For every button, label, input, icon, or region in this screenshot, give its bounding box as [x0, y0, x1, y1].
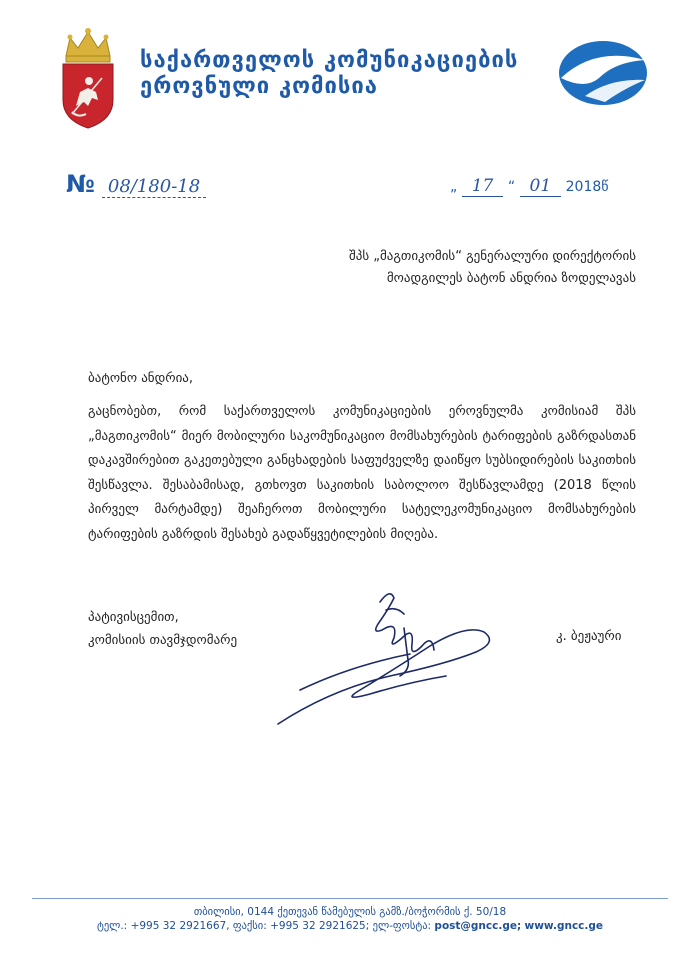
signer-title: კომისიის თავმჯდომარე [88, 633, 238, 648]
footer [0, 905, 700, 933]
closing-block [88, 606, 237, 652]
date-day: 17 [462, 176, 504, 197]
greeting: ბატონო ანდრია, [88, 371, 194, 386]
footer-phone-label: ტელ.: [96, 920, 128, 932]
letter-number-value: 08/180-18 [102, 176, 206, 198]
date-month: 01 [520, 176, 562, 197]
footer-website: www.gncc.ge [524, 920, 604, 932]
date-close-quote: “ [507, 179, 516, 195]
letter-date [450, 176, 609, 197]
footer-phone: +995 32 2921667, [130, 920, 230, 932]
footer-divider [32, 898, 668, 899]
closing-salutation: პატივისცემით, [88, 610, 179, 625]
date-year: 2018წ [565, 179, 609, 195]
footer-fax-label: ფაქსი: [232, 920, 267, 932]
gncc-logo-icon [555, 38, 650, 108]
signer-name: კ. ბეჟაური [556, 629, 622, 644]
footer-contacts [0, 919, 700, 933]
letter-number [66, 170, 206, 198]
footer-email: post@gncc.ge; [434, 920, 522, 932]
date-open-quote: „ [450, 179, 458, 195]
addressee-block [349, 246, 636, 290]
footer-address: თბილისი, 0144 ქეთევან წამებულის გამზ./ბოჭორმის ქ. 50/18 [193, 906, 507, 918]
letter-body: გაცნობებთ, რომ საქართველოს კომუნიკაციების ეროვნულმა კომისიამ შპს „მაგთიკომის“ მიერ მობილური საკომუნიკაციო მომსახურების ტარიფების გაზრდასთან დაკავშირებით გაკეთებული განცხადების საფუძველზე დაიწყო სუბსიდირების საკითხის შესწავლა. შესაბამისად, გთხოვთ საკითხის საბოლოო შესწავლამდე (2018 წლის პირველ მარტამდე) შეაჩეროთ მობილური სატელეკომუნიკაციო მომსახურების ტარიფების გაზრდის შესახებ გადაწყვეტილების მიღება. [88, 404, 636, 542]
handwritten-signature [270, 580, 510, 730]
coat-of-arms-icon [58, 26, 118, 130]
addressee-line1: შპს „მაგთიკომის“ გენერალური დირექტორის [348, 249, 636, 264]
addressee-line2: მოადგილეს ბატონ ანდრია ზოდელავას [386, 271, 636, 286]
number-symbol: № [66, 170, 95, 198]
organization-title-line2: ეროვნული კომისია [140, 74, 378, 99]
organization-title [140, 48, 518, 100]
footer-fax: +995 32 2921625; [270, 920, 370, 932]
footer-email-label: ელ-ფოსტა: [372, 920, 432, 932]
organization-title-line1: საქართველოს კომუნიკაციების [140, 48, 519, 73]
